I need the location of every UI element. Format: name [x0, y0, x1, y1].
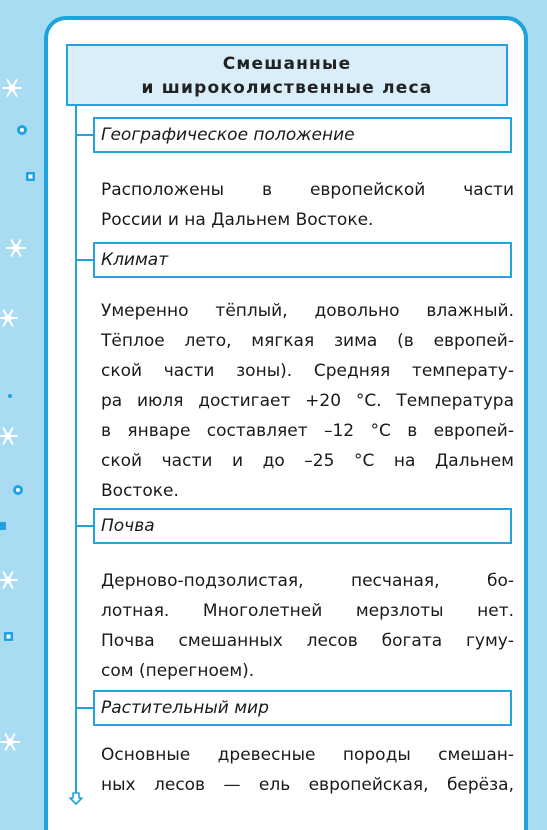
- snowflake-icon: [3, 80, 21, 96]
- connector-line: [75, 106, 77, 798]
- square-icon: [0, 522, 6, 530]
- connector-tick: [75, 707, 93, 709]
- decorative-border: [0, 0, 48, 830]
- connector-tick: [75, 259, 93, 261]
- card-title-line-2: и широколиственные леса: [141, 78, 433, 98]
- text-line: ской части и до –25 °С на Дальнем: [101, 451, 514, 471]
- info-card: [44, 16, 528, 830]
- text-line: России и на Дальнем Востоке.: [101, 210, 374, 230]
- text-line: Умеренно тёплый, довольно влажный.: [101, 301, 514, 321]
- text-line: Тёплое лето, мягкая зима (в европей-: [101, 331, 514, 351]
- section-text-climate: [101, 296, 514, 506]
- card-title: [66, 44, 508, 106]
- dot-icon: [8, 394, 12, 398]
- snowflake-icon: [7, 240, 25, 256]
- snowflake-icon: [0, 428, 17, 444]
- dot-icon: [20, 128, 24, 132]
- text-line: Почва смешанных лесов богата гуму-: [101, 631, 514, 651]
- text-line: Дерново-подзолистая, песчаная, бо-: [101, 571, 514, 591]
- section-heading-flora: Растительный мир: [93, 690, 512, 726]
- section-heading-climate: Климат: [93, 242, 512, 278]
- text-line: Основные древесные породы смешан-: [101, 745, 514, 765]
- text-line: ра июля достигает +20 °С. Температура: [101, 391, 514, 411]
- card-title-line-1: Смешанные: [222, 54, 352, 74]
- text-line: Востоке.: [101, 481, 179, 501]
- text-line: лотная. Многолетней мерзлоты нет.: [101, 601, 514, 621]
- section-text-soil: [101, 566, 514, 686]
- section-heading-soil: Почва: [93, 508, 512, 544]
- text-line: Расположены в европейской части: [101, 180, 514, 200]
- square-icon: [29, 175, 33, 179]
- section-heading-geography: Географическое положение: [93, 117, 512, 153]
- right-border: [533, 0, 547, 830]
- text-line: в январе составляет –12 °С в европей-: [101, 421, 514, 441]
- text-line: сом (перегноем).: [101, 661, 255, 681]
- snowflake-icon: [1, 734, 19, 750]
- square-icon: [7, 635, 11, 639]
- text-line: ных лесов — ель европейская, берёза,: [101, 775, 514, 795]
- section-text-flora: [101, 740, 514, 800]
- section-text-geography: [101, 175, 514, 235]
- arrow-down-icon: [69, 792, 83, 806]
- snowflake-icon: [0, 310, 17, 326]
- connector-tick: [75, 525, 93, 527]
- snowflake-icon: [0, 572, 17, 588]
- connector-tick: [75, 134, 93, 136]
- text-line: ской части зоны). Средняя температу-: [101, 361, 514, 381]
- dot-icon: [16, 488, 20, 492]
